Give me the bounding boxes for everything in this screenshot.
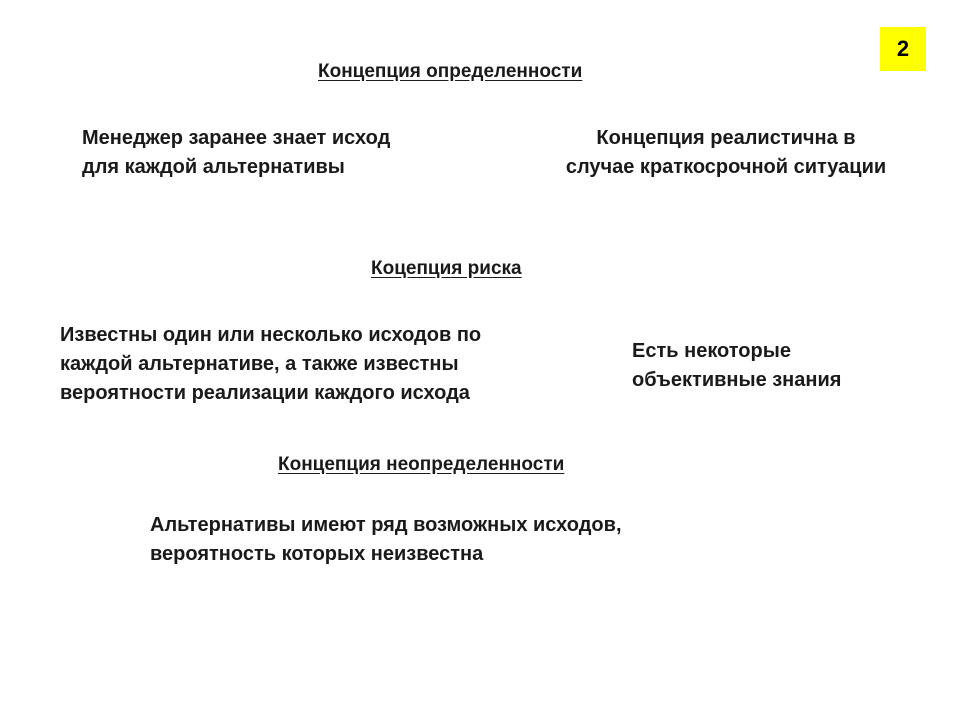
text-line: Альтернативы имеют ряд возможных исходов, xyxy=(150,514,622,536)
text-line: случае краткосрочной ситуации xyxy=(565,156,887,178)
text-line: Концепция реалистична в xyxy=(596,127,856,149)
uncertainty-text xyxy=(150,511,622,569)
page-number-badge: 2 xyxy=(880,27,926,71)
risk-right-text xyxy=(632,337,841,395)
heading-certainty: Концепция определенности xyxy=(318,61,583,82)
text-line: вероятности реализации каждого исхода xyxy=(60,382,470,404)
text-line: Известны один или несколько исходов по xyxy=(60,324,482,346)
text-line: каждой альтернативе, а также известны xyxy=(60,353,459,375)
risk-left-text xyxy=(60,321,481,408)
heading-uncertainty: Концепция неопределенности xyxy=(278,454,565,475)
text-line: вероятность которых неизвестна xyxy=(150,543,484,565)
certainty-left-text xyxy=(82,124,390,182)
text-line: объективные знания xyxy=(632,369,842,391)
certainty-right-text xyxy=(532,124,920,182)
heading-risk: Коцепция риска xyxy=(371,258,522,279)
text-line: Менеджер заранее знает исход xyxy=(82,127,391,149)
text-line: Есть некоторые xyxy=(632,340,791,362)
text-line: для каждой альтернативы xyxy=(82,156,345,178)
